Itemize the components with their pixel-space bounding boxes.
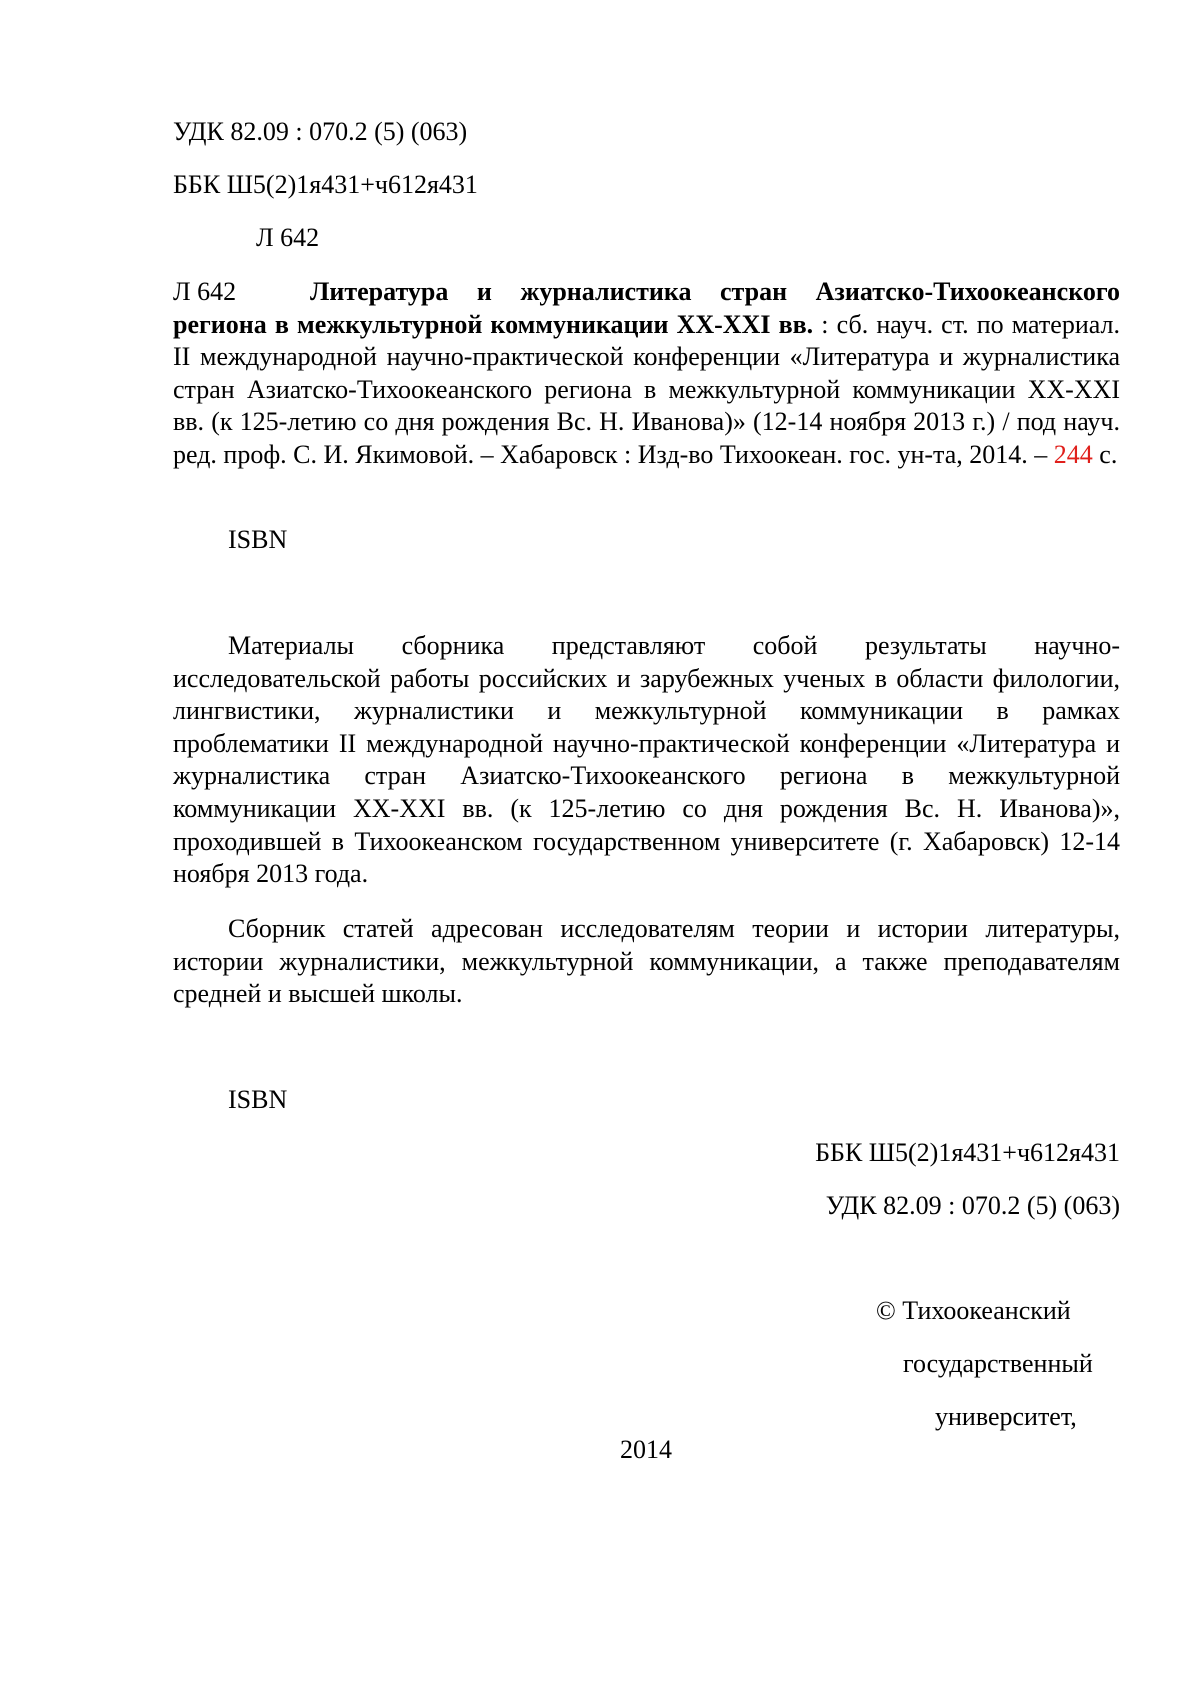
bibliographic-record: [173, 276, 1120, 472]
copyright-line-2: государственный: [903, 1349, 1093, 1378]
udk-code-footer: УДК 82.09 : 070.2 (5) (063): [825, 1191, 1120, 1220]
bib-title: Литература и журналистика стран Азиатско-Тихоокеанского региона в межкультурной коммуникации XX-XXI вв.: [173, 277, 1120, 339]
abstract-text-1: Материалы сборника представляют собой результаты научно-исследовательской работы российских и зарубежных ученых в области филологии, лингвистики, журналистики и межкультурной коммуникации в рамках проблематики II международной научно-практической конференции «Литература и журналистика стран Азиатско-Тихоокеанского региона в межкультурной коммуникации XX-XXI вв. (к 125-летию со дня рождения Вс. Н. Иванова)», проходившей в Тихоокеанском государственном университете (г. Хабаровск) 12-14 ноября 2013 года.: [173, 631, 1120, 889]
abstract-paragraph-1: [173, 630, 1120, 891]
bib-author-mark: Л 642: [173, 277, 237, 306]
isbn-label-top: ISBN: [228, 525, 288, 554]
bbk-code-footer: ББК Ш5(2)1я431+ч612я431: [815, 1138, 1120, 1167]
publication-year: 2014: [620, 1435, 672, 1464]
author-mark: Л 642: [256, 223, 320, 252]
bib-description: : сб. науч. ст. по материал. II международной научно-практической конференции «Литература и журналистика стран Азиатско-Тихоокеанского региона в межкультурной коммуникации XX-XXI вв. (к 125-летию со дня рождения Вс. Н. Иванова)» (12-14 ноября 2013 г.) / под науч. ред. проф. С. И. Якимовой. – Хабаровск : Изд-во Тихоокеан. гос. ун-та, 2014. –: [173, 309, 1120, 469]
udk-code: УДК 82.09 : 070.2 (5) (063): [173, 117, 468, 146]
abstract-paragraph-2: [173, 913, 1120, 1011]
copyright-line-3: университет,: [935, 1402, 1077, 1431]
bib-page-count: 244: [1053, 439, 1093, 469]
copyright-line-1: © Тихоокеанский: [876, 1296, 1071, 1325]
abstract-text-2: Сборник статей адресован исследователям теории и истории литературы, истории журналистики, межкультурной коммуникации, а также преподавателям средней и высшей школы.: [173, 914, 1120, 1009]
bbk-code: ББК Ш5(2)1я431+ч612я431: [173, 170, 478, 199]
bib-page-suffix: с.: [1092, 439, 1118, 469]
isbn-label-bottom: ISBN: [228, 1085, 288, 1114]
